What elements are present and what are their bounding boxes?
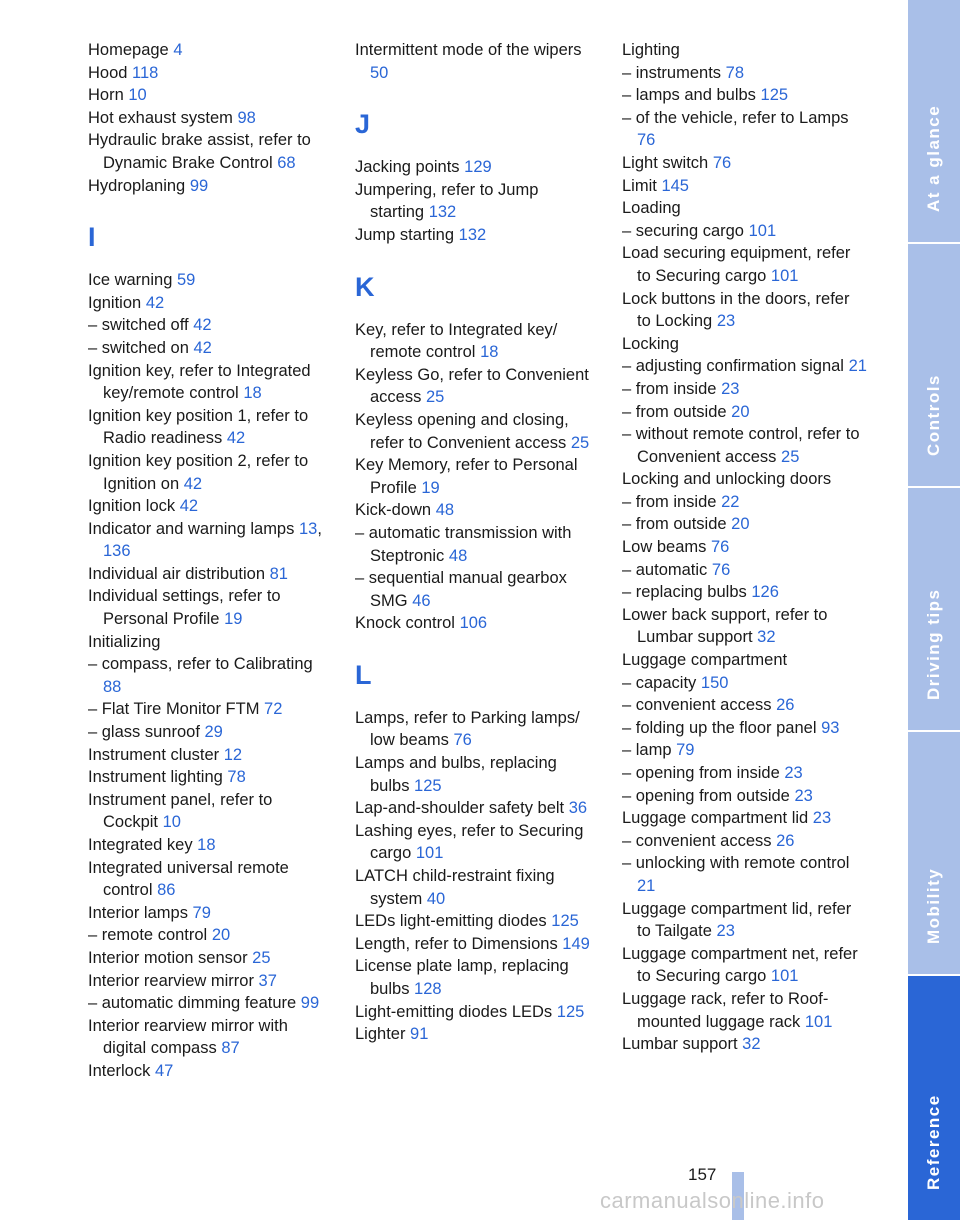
index-entry bbox=[622, 717, 867, 740]
page-reference-link[interactable]: 79 bbox=[192, 903, 211, 922]
index-entry-text: Locking and unlocking doors bbox=[622, 470, 832, 489]
index-entry bbox=[88, 631, 328, 654]
index-entry bbox=[622, 401, 867, 424]
index-entry-text: LEDs light-emitting diodes bbox=[355, 912, 547, 931]
index-entry-text: – automatic transmission with Steptronic bbox=[355, 523, 572, 565]
index-entry-text: Keyless opening and closing, refer to Convenient access bbox=[355, 410, 569, 452]
page-reference-link[interactable]: 76 bbox=[637, 131, 656, 150]
page-reference-link[interactable]: 42 bbox=[226, 429, 246, 448]
index-entry-text: Luggage rack, refer to Roof- mounted luggage rack bbox=[622, 989, 829, 1031]
page-reference-link[interactable]: 26 bbox=[776, 696, 795, 715]
index-entry-text: Hydraulic brake assist, refer to Dynamic Brake Control bbox=[88, 131, 311, 172]
index-entry-text: – unlocking with remote control bbox=[622, 854, 850, 873]
page-reference-link[interactable]: 21 bbox=[848, 357, 867, 376]
page-reference-link[interactable]: 106 bbox=[459, 614, 488, 633]
index-entry bbox=[622, 559, 867, 582]
index-entry bbox=[355, 752, 595, 797]
index-entry-text: – lamps and bulbs bbox=[622, 86, 756, 105]
page-reference-link[interactable]: 13 bbox=[298, 519, 318, 538]
index-entry-text: Ice warning bbox=[88, 271, 173, 290]
page-reference-link[interactable]: 101 bbox=[770, 967, 799, 986]
index-entry bbox=[622, 785, 867, 808]
index-entry-text: – from outside bbox=[622, 402, 727, 421]
index-entry-text: Hydroplaning bbox=[88, 176, 186, 195]
index-entry bbox=[622, 288, 867, 333]
index-entry bbox=[88, 744, 328, 767]
page-reference-link[interactable]: 42 bbox=[193, 338, 212, 357]
index-entry-text: Limit bbox=[622, 176, 657, 195]
page-reference-link[interactable]: 125 bbox=[760, 86, 789, 105]
index-entry-text: – opening from outside bbox=[622, 786, 790, 805]
index-entry-text: Ignition key position 1, refer to Radio readiness bbox=[88, 406, 309, 448]
page-reference-link[interactable]: 23 bbox=[716, 922, 735, 941]
page-reference-link[interactable]: 23 bbox=[716, 312, 736, 331]
index-entry-text: Instrument cluster bbox=[88, 745, 220, 764]
index-entry bbox=[622, 333, 867, 356]
index-entry-text: Interior motion sensor bbox=[88, 948, 248, 967]
index-entry bbox=[88, 129, 328, 174]
index-entry bbox=[622, 649, 867, 672]
page-reference-link[interactable]: 23 bbox=[721, 379, 740, 398]
index-entry bbox=[622, 943, 867, 988]
index-entry-text: Ignition key, refer to Integrated key/remote control bbox=[88, 361, 311, 403]
index-entry-text: Instrument lighting bbox=[88, 768, 223, 787]
index-entry-text: Key Memory, refer to Personal Profile bbox=[355, 456, 578, 497]
index-entry-text: Length, refer to Dimensions bbox=[355, 934, 558, 953]
index-entry bbox=[88, 495, 328, 518]
page-reference-link[interactable]: 23 bbox=[794, 786, 813, 805]
index-entry bbox=[355, 454, 595, 499]
index-entry-text: Lock buttons in the doors, refer to Locking bbox=[622, 289, 850, 331]
page-reference-link[interactable]: 12 bbox=[223, 745, 243, 764]
index-entry bbox=[622, 898, 867, 943]
index-entry-text: – folding up the floor panel bbox=[622, 718, 817, 737]
tab-label: Driving tips bbox=[924, 588, 943, 700]
page-reference-link[interactable]: 26 bbox=[776, 831, 795, 850]
index-entry bbox=[622, 355, 867, 378]
index-entry bbox=[88, 902, 328, 925]
index-entry-text: Individual settings, refer to Personal Profile bbox=[88, 587, 281, 629]
watermark: carmanualsonline.info bbox=[600, 1188, 825, 1213]
index-entry bbox=[88, 84, 328, 107]
page-reference-link[interactable]: 98 bbox=[237, 108, 256, 127]
page-reference-link[interactable]: 23 bbox=[812, 809, 832, 828]
page-reference-link[interactable]: 42 bbox=[145, 293, 165, 312]
index-entry-text: Lap-and-shoulder safety belt bbox=[355, 799, 565, 818]
index-entry bbox=[622, 672, 867, 695]
index-entry-text: Ignition bbox=[88, 293, 142, 312]
index-entry-text: Lighter bbox=[355, 1025, 406, 1044]
page-reference-link[interactable]: 129 bbox=[464, 158, 492, 177]
index-entry bbox=[355, 39, 595, 84]
index-entry-text: Kick-down bbox=[355, 501, 432, 520]
index-entry-text: – from inside bbox=[622, 492, 717, 511]
index-entry-text: – compass, refer to Calibrating bbox=[88, 655, 313, 674]
index-entry bbox=[622, 852, 867, 897]
index-entry bbox=[355, 865, 595, 910]
index-entry bbox=[355, 156, 595, 179]
index-entry bbox=[622, 107, 867, 152]
page-reference-link[interactable]: 136 bbox=[103, 542, 131, 561]
index-entry bbox=[88, 1015, 328, 1060]
index-entry-text: Loading bbox=[622, 199, 681, 218]
page-reference-link[interactable]: 126 bbox=[751, 583, 779, 602]
page-reference-link[interactable]: 101 bbox=[804, 1012, 833, 1031]
page-reference-link[interactable]: 20 bbox=[731, 402, 750, 421]
index-entry-text: Instrument panel, refer to Cockpit bbox=[88, 790, 273, 832]
index-entry-text: – automatic dimming feature bbox=[88, 994, 297, 1013]
page-reference-link[interactable]: 78 bbox=[227, 768, 246, 787]
index-entry bbox=[622, 762, 867, 785]
page-reference-link[interactable]: 76 bbox=[710, 538, 730, 557]
page-reference-link[interactable]: 150 bbox=[700, 673, 729, 692]
index-entry bbox=[355, 933, 595, 956]
index-entry bbox=[622, 694, 867, 717]
index-entry-text: Interior lamps bbox=[88, 903, 188, 922]
page-reference-link[interactable]: 99 bbox=[189, 176, 209, 195]
page-reference-link[interactable]: 36 bbox=[568, 799, 588, 818]
index-entry bbox=[355, 612, 595, 635]
index-entry: Indicator and warning lamps 13, 136 bbox=[88, 519, 322, 561]
index-entry-text: Lower back support, refer to Lumbar support bbox=[622, 605, 828, 647]
index-entry bbox=[88, 653, 328, 698]
index-entry bbox=[88, 62, 328, 85]
tab-reference[interactable] bbox=[908, 976, 960, 1220]
page-reference-link[interactable]: 21 bbox=[637, 876, 656, 895]
index-entry-text: – glass sunroof bbox=[88, 723, 200, 742]
page-reference-link[interactable]: 32 bbox=[742, 1035, 761, 1054]
page-reference-link[interactable]: 42 bbox=[179, 497, 199, 516]
page-reference-link[interactable]: 145 bbox=[661, 176, 689, 195]
index-entry bbox=[88, 39, 328, 62]
page-reference-link[interactable]: 22 bbox=[721, 492, 740, 511]
index-entry bbox=[88, 292, 328, 315]
index-entry-text: Ignition lock bbox=[88, 497, 176, 516]
index-section-letter: K bbox=[355, 271, 375, 302]
tab-controls[interactable] bbox=[908, 244, 960, 488]
page-reference-link[interactable]: 19 bbox=[224, 610, 243, 629]
index-entry bbox=[622, 988, 867, 1033]
index-entry-text: Interior rearview mirror with digital compass bbox=[88, 1016, 288, 1058]
index-entry bbox=[88, 107, 328, 130]
page-reference-link[interactable]: 29 bbox=[204, 723, 223, 742]
page-reference-link[interactable]: 101 bbox=[770, 266, 799, 285]
index-section-letter: L bbox=[355, 659, 372, 690]
index-entry-text: Intermittent mode of the wipers bbox=[355, 41, 582, 59]
tab-label: At a glance bbox=[924, 104, 943, 212]
index-entry bbox=[622, 581, 867, 604]
page-reference-link[interactable]: 101 bbox=[748, 221, 777, 240]
index-entry-text: LATCH child-restraint fixing system bbox=[355, 867, 555, 908]
index-entry-text: Jump starting bbox=[355, 225, 455, 244]
page-number: 157 bbox=[688, 1165, 717, 1184]
index-entry bbox=[88, 834, 328, 857]
index-entry-text: – sequential manual gearbox SMG bbox=[355, 569, 567, 610]
index-entry bbox=[88, 992, 328, 1015]
index-entry-text: – switched off bbox=[88, 316, 189, 335]
index-entry bbox=[355, 820, 595, 865]
index-entry bbox=[355, 499, 595, 522]
index-entry-text: – capacity bbox=[622, 673, 697, 692]
page-reference-link[interactable]: 132 bbox=[428, 203, 457, 222]
page-reference-link[interactable]: 87 bbox=[221, 1039, 240, 1058]
index-entry-text: Keyless Go, refer to Convenient access bbox=[355, 365, 589, 407]
index-entry bbox=[622, 807, 867, 830]
index-entry bbox=[622, 1033, 867, 1056]
index-entry bbox=[88, 269, 328, 292]
index-entry-text: – convenient access bbox=[622, 696, 772, 715]
page-reference-link[interactable]: 37 bbox=[258, 971, 277, 990]
index-entry bbox=[88, 563, 328, 586]
index-entry-text: Knock control bbox=[355, 614, 455, 633]
index-entry bbox=[88, 970, 328, 993]
index-entry-text: – from inside bbox=[622, 379, 717, 398]
index-entry-text: Locking bbox=[622, 334, 679, 353]
index-entry bbox=[88, 1060, 328, 1083]
index-entry bbox=[622, 242, 867, 287]
index-entry-text: Jumpering, refer to Jump starting bbox=[355, 180, 539, 222]
index-entry-text: Lamps and bulbs, replacing bulbs bbox=[355, 754, 557, 795]
index-entry bbox=[88, 314, 328, 337]
index-entry-text: – instruments bbox=[622, 63, 722, 82]
index-entry-text: Initializing bbox=[88, 632, 161, 651]
page-reference-link[interactable]: 81 bbox=[269, 564, 288, 583]
page-reference-link[interactable]: 19 bbox=[421, 478, 440, 497]
index-column-1 bbox=[88, 39, 328, 1083]
index-entry-text: Lamps, refer to Parking lamps/ low beams bbox=[355, 708, 580, 750]
index-entry bbox=[622, 830, 867, 853]
index-entry-text: Hood bbox=[88, 63, 128, 82]
index-entry-text: – convenient access bbox=[622, 831, 772, 850]
page-reference-link[interactable]: 68 bbox=[277, 153, 296, 172]
page-reference-link[interactable]: 79 bbox=[676, 741, 695, 760]
page-reference-link[interactable]: 149 bbox=[562, 934, 590, 953]
index-entry bbox=[355, 224, 595, 247]
index-entry-text: – lamp bbox=[622, 741, 672, 760]
page-reference-link[interactable]: 101 bbox=[415, 844, 444, 863]
page-reference-link[interactable]: 88 bbox=[103, 677, 122, 696]
index-entry bbox=[622, 536, 867, 559]
index-entry bbox=[622, 604, 867, 649]
index-entry bbox=[88, 698, 328, 721]
index-entry-text: Integrated key bbox=[88, 836, 193, 854]
page-reference-link[interactable]: 125 bbox=[556, 1002, 585, 1021]
page-reference-link[interactable]: 10 bbox=[128, 86, 147, 105]
index-entry-text: License plate lamp, replacing bulbs bbox=[355, 957, 569, 998]
index-entry bbox=[355, 1001, 595, 1024]
page-reference-link[interactable]: 47 bbox=[154, 1061, 174, 1080]
index-entry bbox=[88, 789, 328, 834]
page-reference-link[interactable]: 59 bbox=[176, 271, 196, 290]
tab-driving-tips[interactable] bbox=[908, 488, 960, 732]
index-entry bbox=[355, 522, 595, 567]
tab-label: Controls bbox=[924, 374, 943, 456]
page-reference-link[interactable]: 10 bbox=[162, 813, 181, 832]
index-section-letter: J bbox=[355, 109, 371, 140]
page-reference-link[interactable]: 20 bbox=[731, 515, 750, 534]
page-reference-link[interactable]: 25 bbox=[781, 447, 800, 466]
index-entry bbox=[88, 585, 328, 630]
page-reference-link[interactable]: 76 bbox=[711, 560, 731, 579]
index-entry-text: – securing cargo bbox=[622, 221, 744, 240]
index-entry bbox=[355, 409, 595, 454]
index-entry bbox=[622, 378, 867, 401]
page-reference-link[interactable]: 20 bbox=[211, 926, 231, 945]
index-entry bbox=[622, 39, 867, 62]
index-entry-text: Key, refer to Integrated key/ remote control bbox=[355, 320, 558, 362]
index-entry-text: Integrated universal remote control bbox=[88, 858, 289, 900]
page-reference-link[interactable]: 18 bbox=[480, 343, 499, 362]
index-entry bbox=[88, 721, 328, 744]
tab-mobility[interactable] bbox=[908, 732, 960, 976]
page-reference-link[interactable]: 42 bbox=[183, 474, 203, 493]
index-entry bbox=[355, 364, 595, 409]
index-entry bbox=[355, 955, 595, 1000]
index-entry-text: – replacing bulbs bbox=[622, 583, 747, 602]
index-entry-text: Low beams bbox=[622, 538, 707, 557]
index-entry-text: Hot exhaust system bbox=[88, 108, 233, 127]
index-entry bbox=[88, 947, 328, 970]
page-reference-link[interactable]: 18 bbox=[197, 836, 216, 854]
index-entry bbox=[622, 739, 867, 762]
page-reference-link[interactable]: 76 bbox=[453, 731, 472, 750]
index-entry-text: Lighting bbox=[622, 41, 680, 59]
page-reference-link[interactable]: 99 bbox=[300, 994, 320, 1013]
page-reference-link[interactable]: 40 bbox=[426, 889, 446, 908]
index-entry bbox=[88, 360, 328, 405]
index-entry-text: Interior rearview mirror bbox=[88, 971, 254, 990]
index-entry bbox=[355, 319, 595, 364]
page-reference-link[interactable]: 32 bbox=[757, 628, 776, 647]
index-entry bbox=[622, 513, 867, 536]
index-entry bbox=[355, 707, 595, 752]
index-entry bbox=[355, 567, 595, 612]
index-column-2 bbox=[355, 39, 595, 1046]
page-reference-link[interactable]: 132 bbox=[458, 225, 487, 244]
page-reference-link[interactable]: 72 bbox=[264, 700, 283, 719]
index-entry-text: Horn bbox=[88, 86, 124, 105]
index-entry-text: Ignition key position 2, refer to Ignition on bbox=[88, 451, 309, 493]
page-reference-link[interactable]: 25 bbox=[252, 948, 271, 967]
page-reference-link[interactable]: 25 bbox=[570, 433, 590, 452]
page-reference-link[interactable]: 93 bbox=[821, 718, 840, 737]
index-entry bbox=[88, 450, 328, 495]
index-entry bbox=[88, 857, 328, 902]
tab-label: Mobility bbox=[924, 867, 943, 944]
index-entry-text: – of the vehicle, refer to Lamps bbox=[622, 108, 849, 127]
index-entry bbox=[88, 766, 328, 789]
index-entry bbox=[88, 405, 328, 450]
index-entry bbox=[622, 423, 867, 468]
index-entry-text: Light switch bbox=[622, 153, 709, 172]
index-entry bbox=[622, 468, 867, 491]
index-entry-text: Luggage compartment lid bbox=[622, 809, 809, 828]
page-reference-link[interactable]: 78 bbox=[725, 63, 744, 82]
index-entry bbox=[622, 491, 867, 514]
index-entry bbox=[355, 1023, 595, 1046]
page-reference-link[interactable]: 128 bbox=[414, 980, 442, 998]
tab-at-a-glance[interactable] bbox=[908, 0, 960, 244]
index-entry-text: Indicator and warning lamps bbox=[88, 519, 295, 538]
index-entry-text: Individual air distribution bbox=[88, 564, 266, 583]
index-column-3 bbox=[622, 39, 867, 1056]
index-entry bbox=[622, 197, 867, 220]
index-entry bbox=[622, 84, 867, 107]
page-reference-link[interactable]: 76 bbox=[712, 153, 732, 172]
index-entry-text: Homepage bbox=[88, 41, 169, 59]
page-reference-link[interactable]: 125 bbox=[414, 776, 442, 795]
page-reference-link[interactable]: 48 bbox=[435, 501, 455, 520]
page-reference-link[interactable]: 125 bbox=[551, 912, 579, 931]
page-reference-link[interactable]: 48 bbox=[448, 546, 468, 565]
index-entry-text: Light-emitting diodes LEDs bbox=[355, 1002, 553, 1021]
index-entry-text: – without remote control, refer to Convenient access bbox=[622, 425, 860, 466]
page-reference-link[interactable]: 4 bbox=[173, 41, 183, 59]
index-entry-text: Luggage compartment lid, refer to Tailgate bbox=[622, 899, 852, 941]
page-reference-link[interactable]: 118 bbox=[132, 63, 159, 82]
index-entry bbox=[355, 797, 595, 820]
index-entry-text: Luggage compartment net, refer to Securing cargo bbox=[622, 944, 858, 986]
index-entry bbox=[355, 910, 595, 933]
page-reference-link[interactable]: 50 bbox=[370, 63, 389, 82]
index-entry-text: – opening from inside bbox=[622, 764, 780, 782]
index-entry-text: – remote control bbox=[88, 926, 208, 945]
index-section-letter: I bbox=[88, 222, 96, 253]
index-entry bbox=[622, 62, 867, 85]
index-entry-text: Interlock bbox=[88, 1061, 151, 1080]
index-entry-text: Jacking points bbox=[355, 158, 460, 177]
index-entry bbox=[88, 337, 328, 360]
index-entry-text: Load securing equipment, refer to Securing cargo bbox=[622, 244, 851, 285]
page-reference-link[interactable]: 18 bbox=[243, 384, 262, 403]
page-reference-link[interactable]: 46 bbox=[412, 591, 431, 610]
page-reference-link[interactable]: 23 bbox=[784, 764, 803, 782]
index-entry-text: Lumbar support bbox=[622, 1035, 738, 1054]
index-entry bbox=[622, 220, 867, 243]
section-tabs-sidebar bbox=[908, 0, 960, 1220]
index-entry bbox=[622, 152, 867, 175]
index-entry bbox=[355, 179, 595, 224]
page-reference-link[interactable]: 25 bbox=[425, 388, 445, 407]
index-entry-text: – from outside bbox=[622, 515, 727, 534]
tab-label: Reference bbox=[924, 1094, 943, 1190]
index-entry-text: – adjusting confirmation signal bbox=[622, 357, 844, 376]
page-reference-link[interactable]: 42 bbox=[193, 316, 212, 335]
index-entry-text: – switched on bbox=[88, 338, 189, 357]
index-entry-text: Lashing eyes, refer to Securing cargo bbox=[355, 821, 584, 863]
page-reference-link[interactable]: 86 bbox=[157, 881, 176, 900]
index-entry bbox=[88, 924, 328, 947]
index-entry-text: Luggage compartment bbox=[622, 651, 788, 670]
page-reference-link[interactable]: 91 bbox=[410, 1025, 429, 1044]
index-entry-text: – Flat Tire Monitor FTM bbox=[88, 700, 260, 719]
index-entry-text: – automatic bbox=[622, 560, 708, 579]
index-entry bbox=[88, 175, 328, 198]
index-entry bbox=[622, 175, 867, 198]
